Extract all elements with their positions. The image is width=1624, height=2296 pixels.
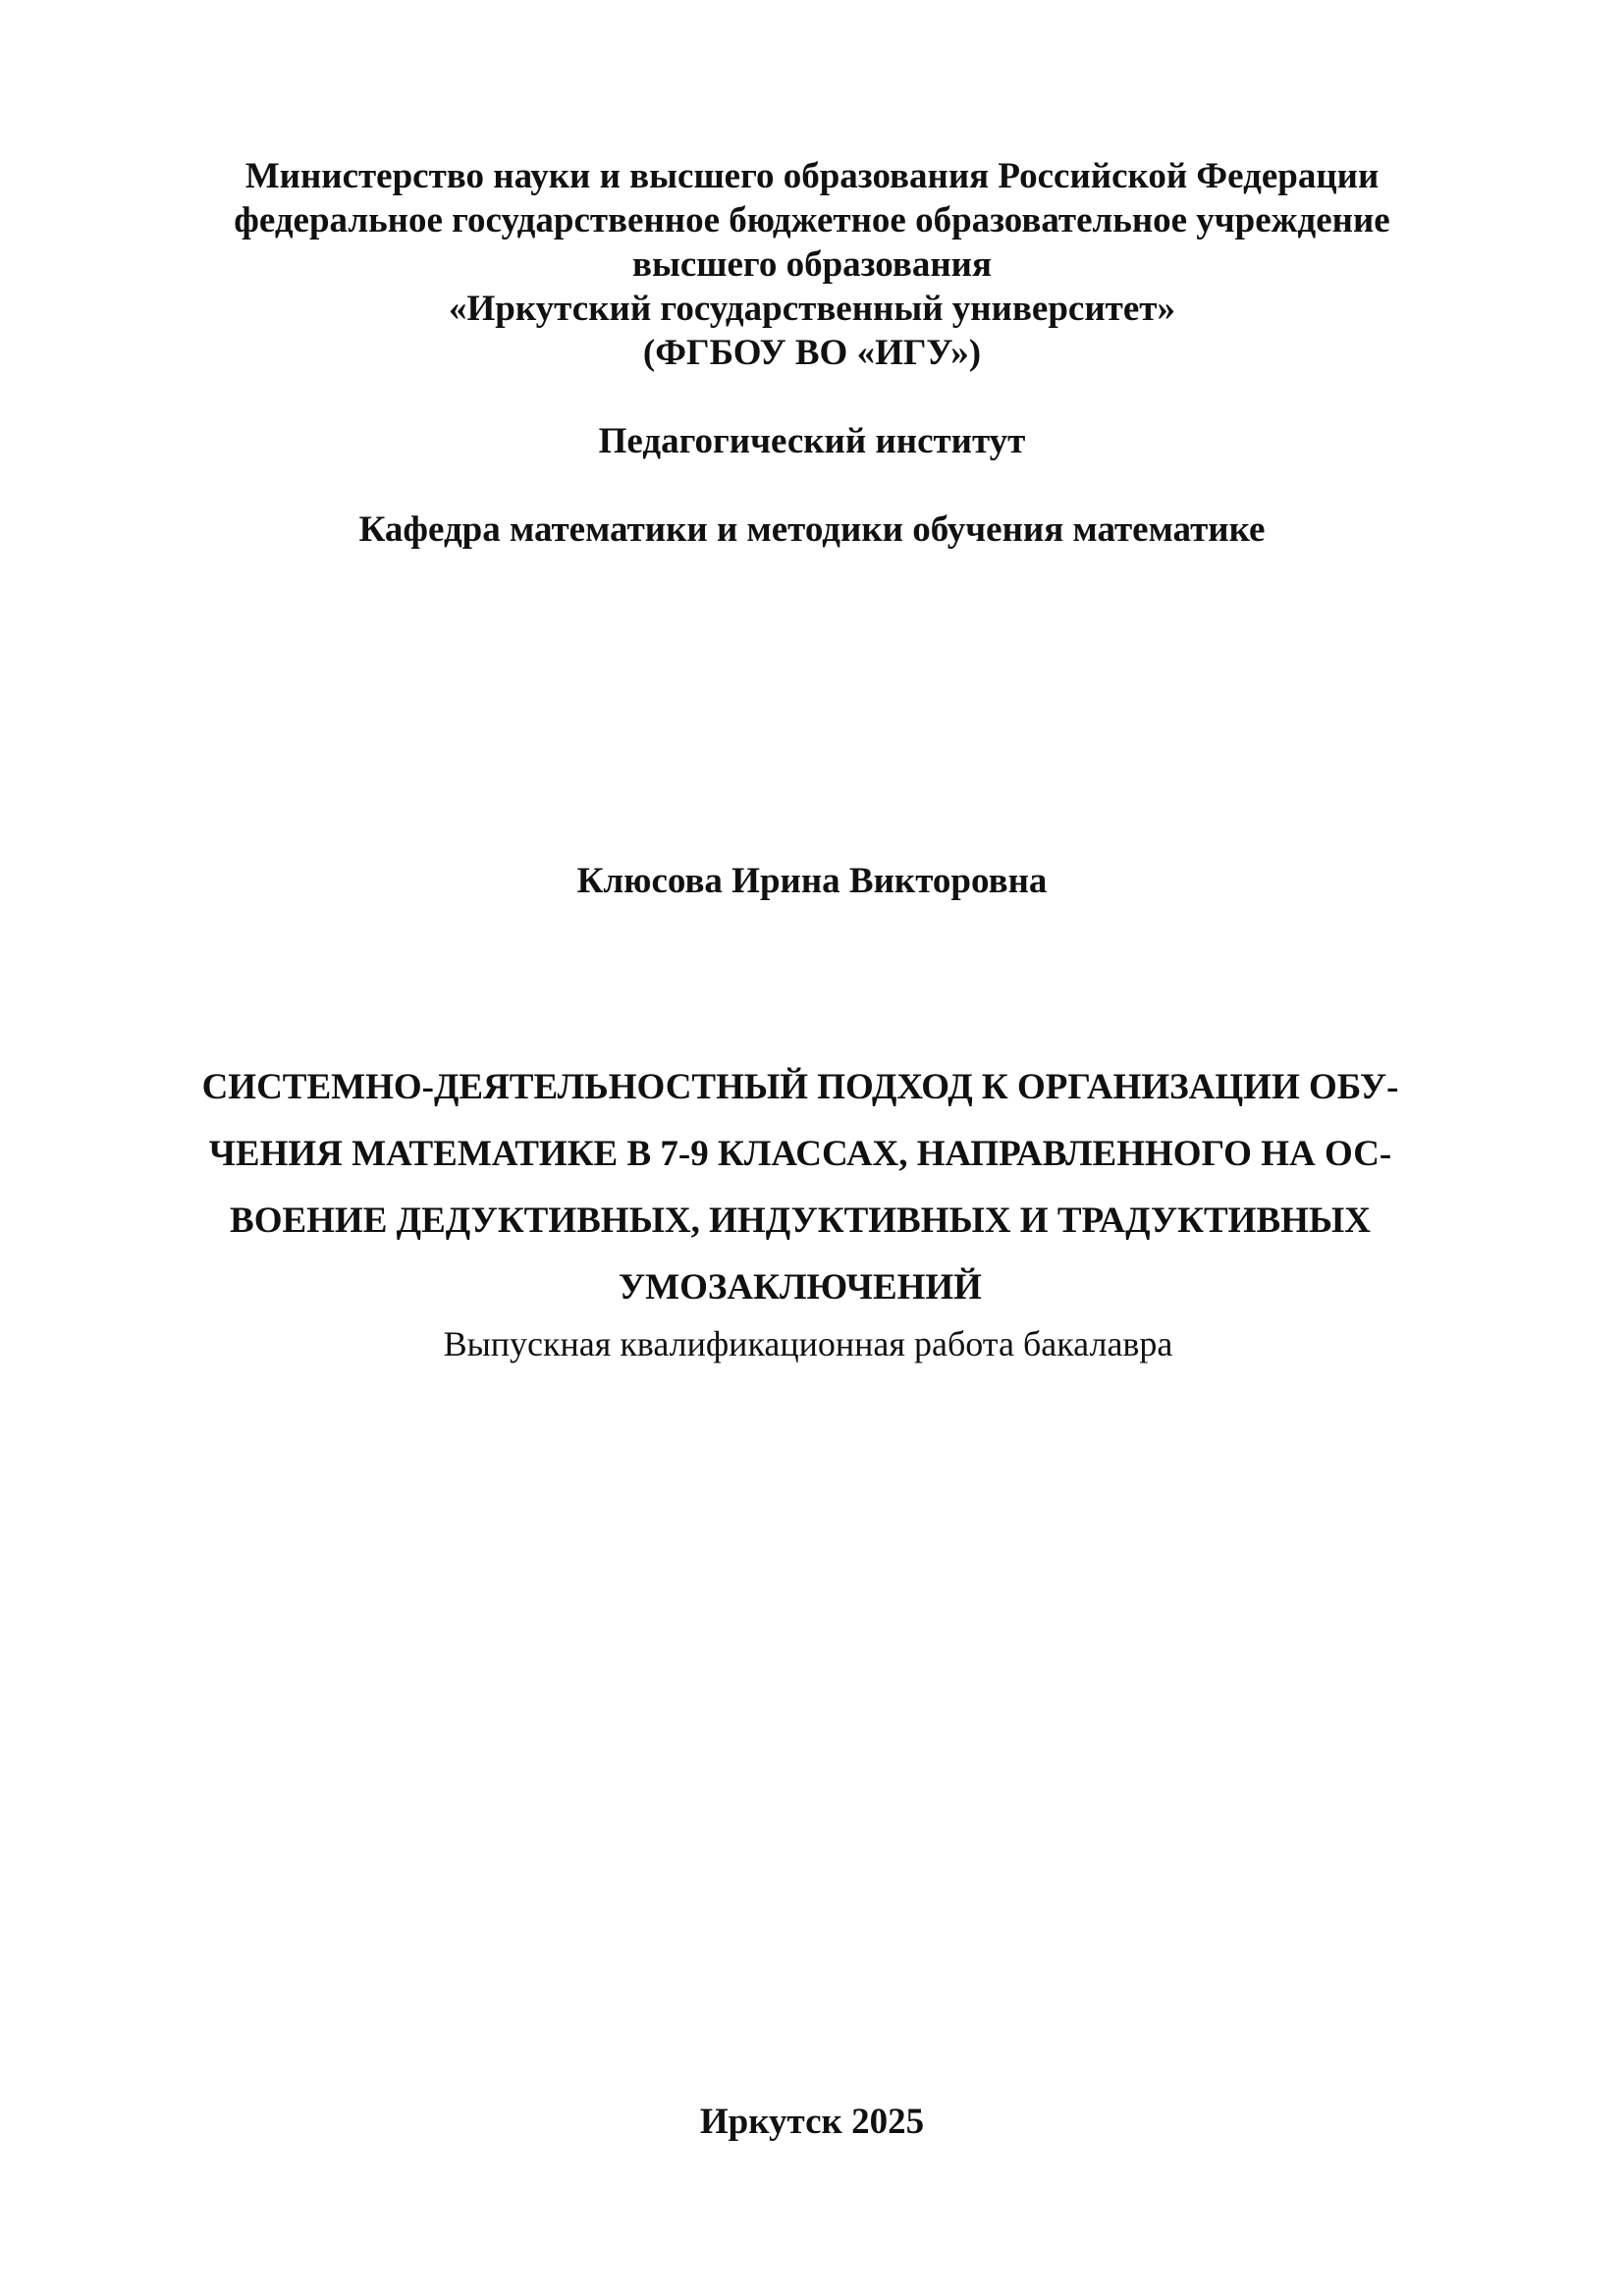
department-name: Кафедра математики и методики обучения математике [358, 509, 1266, 550]
work-type: Выпускная квалификационная работа бакалавра [443, 1324, 1173, 1363]
author-name: Клюсова Ирина Викторовна [576, 861, 1048, 901]
thesis-title-line: ЧЕНИЯ МАТЕМАТИКЕ В 7-9 КЛАССАХ, НАПРАВЛЕННОГО НА ОС- [208, 1134, 1392, 1174]
university-abbreviation-line: (ФГБОУ ВО «ИГУ») [642, 333, 982, 373]
thesis-title-line: УМОЗАКЛЮЧЕНИЙ [619, 1267, 982, 1308]
thesis-title [147, 1054, 1453, 1321]
city-year: Иркутск 2025 [699, 2102, 925, 2142]
education-level-line: высшего образования [631, 244, 993, 285]
thesis-title-line: ВОЕНИЕ ДЕДУКТИВНЫХ, ИНДУКТИВНЫХ И ТРАДУКТИВНЫХ [230, 1201, 1371, 1241]
university-name-line: «Иркутский государственный университет» [449, 289, 1175, 329]
ministry-line: Министерство науки и высшего образования Российской Федерации [244, 156, 1380, 196]
thesis-title-line: СИСТЕМНО-ДЕЯТЕЛЬНОСТНЫЙ ПОДХОД К ОРГАНИЗАЦИИ ОБУ- [201, 1067, 1399, 1107]
institute-name: Педагогический институт [598, 421, 1026, 461]
institution-type-line: федеральное государственное бюджетное образовательное учреждение [234, 200, 1390, 240]
